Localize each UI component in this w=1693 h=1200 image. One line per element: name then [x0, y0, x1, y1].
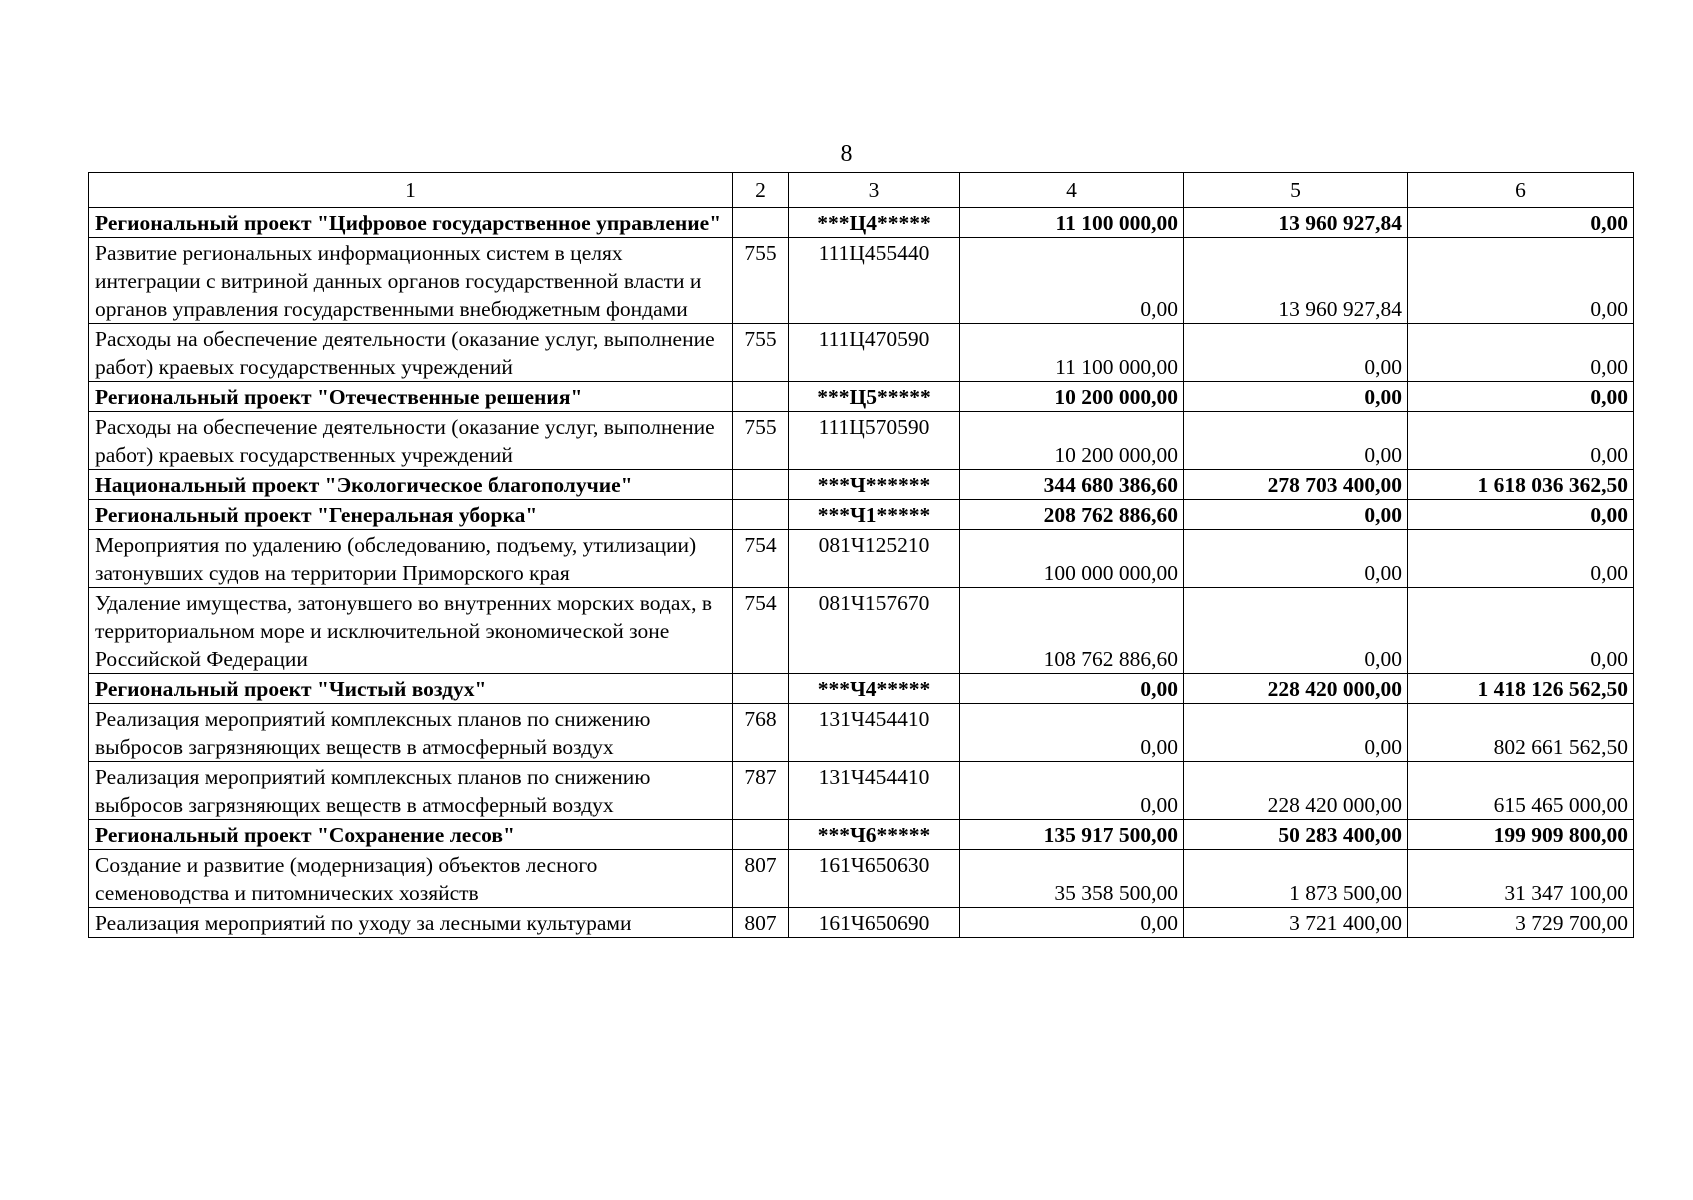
row-ministry-code	[733, 500, 789, 530]
row-target-code: 111Ц455440	[789, 238, 960, 324]
row-name: Расходы на обеспечение деятельности (оказание услуг, выполнение работ) краевых государственных учреждений	[89, 324, 733, 382]
table-row	[89, 908, 1634, 938]
row-amount-col6: 0,00	[1408, 500, 1634, 530]
row-target-code: 081Ч125210	[789, 530, 960, 588]
row-amount-col4: 0,00	[960, 908, 1184, 938]
row-amount-col4: 11 100 000,00	[960, 208, 1184, 238]
row-amount-col4: 0,00	[960, 674, 1184, 704]
table-section-row	[89, 820, 1634, 850]
row-target-code: ***Ч1*****	[789, 500, 960, 530]
row-amount-col6: 3 729 700,00	[1408, 908, 1634, 938]
row-name: Реализация мероприятий комплексных планов по снижению выбросов загрязняющих веществ в атмосферный воздух	[89, 762, 733, 820]
row-name: Реализация мероприятий по уходу за лесными культурами	[89, 908, 733, 938]
row-ministry-code: 754	[733, 588, 789, 674]
row-amount-col4: 0,00	[960, 704, 1184, 762]
row-name: Расходы на обеспечение деятельности (оказание услуг, выполнение работ) краевых государственных учреждений	[89, 412, 733, 470]
row-amount-col4: 100 000 000,00	[960, 530, 1184, 588]
table-section-row	[89, 382, 1634, 412]
row-amount-col4: 10 200 000,00	[960, 412, 1184, 470]
row-amount-col5: 0,00	[1184, 382, 1408, 412]
header-row	[89, 173, 1634, 208]
table-row	[89, 530, 1634, 588]
budget-table	[88, 172, 1634, 938]
row-name: Создание и развитие (модернизация) объектов лесного семеноводства и питомнических хозяйств	[89, 850, 733, 908]
row-name: Удаление имущества, затонувшего во внутренних морских водах, в территориальном море и исключительной экономической зоне Российской Федерации	[89, 588, 733, 674]
row-target-code: ***Ч******	[789, 470, 960, 500]
row-name: Региональный проект "Сохранение лесов"	[89, 820, 733, 850]
table-section-row	[89, 470, 1634, 500]
row-target-code: ***Ц4*****	[789, 208, 960, 238]
row-amount-col4: 208 762 886,60	[960, 500, 1184, 530]
row-amount-col6: 0,00	[1408, 412, 1634, 470]
row-target-code: 161Ч650630	[789, 850, 960, 908]
table-section-row	[89, 674, 1634, 704]
table-row	[89, 762, 1634, 820]
row-ministry-code: 755	[733, 324, 789, 382]
row-amount-col5: 13 960 927,84	[1184, 208, 1408, 238]
row-amount-col5: 228 420 000,00	[1184, 762, 1408, 820]
row-amount-col4: 344 680 386,60	[960, 470, 1184, 500]
row-name: Мероприятия по удалению (обследованию, подъему, утилизации) затонувших судов на территории Приморского края	[89, 530, 733, 588]
row-amount-col6: 0,00	[1408, 588, 1634, 674]
row-amount-col5: 0,00	[1184, 588, 1408, 674]
table-row	[89, 588, 1634, 674]
row-amount-col6: 0,00	[1408, 382, 1634, 412]
table-row	[89, 704, 1634, 762]
row-target-code: 131Ч454410	[789, 704, 960, 762]
column-header: 5	[1184, 173, 1408, 208]
row-ministry-code	[733, 208, 789, 238]
column-header: 3	[789, 173, 960, 208]
row-amount-col6: 615 465 000,00	[1408, 762, 1634, 820]
row-name: Национальный проект "Экологическое благополучие"	[89, 470, 733, 500]
row-amount-col6: 0,00	[1408, 208, 1634, 238]
row-amount-col5: 0,00	[1184, 324, 1408, 382]
row-amount-col4: 35 358 500,00	[960, 850, 1184, 908]
row-target-code: 161Ч650690	[789, 908, 960, 938]
row-ministry-code: 807	[733, 850, 789, 908]
row-amount-col5: 0,00	[1184, 500, 1408, 530]
table-row	[89, 238, 1634, 324]
table-section-row	[89, 208, 1634, 238]
row-ministry-code: 755	[733, 412, 789, 470]
row-amount-col5: 1 873 500,00	[1184, 850, 1408, 908]
row-ministry-code	[733, 820, 789, 850]
table-section-row	[89, 500, 1634, 530]
row-amount-col5: 50 283 400,00	[1184, 820, 1408, 850]
row-ministry-code: 787	[733, 762, 789, 820]
row-ministry-code	[733, 470, 789, 500]
row-amount-col5: 13 960 927,84	[1184, 238, 1408, 324]
row-name: Реализация мероприятий комплексных планов по снижению выбросов загрязняющих веществ в атмосферный воздух	[89, 704, 733, 762]
column-header: 4	[960, 173, 1184, 208]
row-name: Региональный проект "Чистый воздух"	[89, 674, 733, 704]
row-amount-col4: 0,00	[960, 238, 1184, 324]
row-target-code: 111Ц470590	[789, 324, 960, 382]
column-header: 6	[1408, 173, 1634, 208]
row-amount-col4: 11 100 000,00	[960, 324, 1184, 382]
row-amount-col5: 0,00	[1184, 530, 1408, 588]
row-target-code: 081Ч157670	[789, 588, 960, 674]
row-amount-col4: 0,00	[960, 762, 1184, 820]
row-amount-col6: 199 909 800,00	[1408, 820, 1634, 850]
row-target-code: 111Ц570590	[789, 412, 960, 470]
row-amount-col6: 0,00	[1408, 238, 1634, 324]
row-ministry-code	[733, 382, 789, 412]
row-target-code: ***Ч4*****	[789, 674, 960, 704]
table-row	[89, 324, 1634, 382]
column-header: 2	[733, 173, 789, 208]
row-ministry-code	[733, 674, 789, 704]
row-amount-col5: 3 721 400,00	[1184, 908, 1408, 938]
row-target-code: ***Ч6*****	[789, 820, 960, 850]
row-amount-col6: 1 618 036 362,50	[1408, 470, 1634, 500]
row-ministry-code: 754	[733, 530, 789, 588]
row-name: Региональный проект "Цифровое государственное управление"	[89, 208, 733, 238]
row-name: Региональный проект "Генеральная уборка"	[89, 500, 733, 530]
row-ministry-code: 768	[733, 704, 789, 762]
table-row	[89, 412, 1634, 470]
table-row	[89, 850, 1634, 908]
row-amount-col4: 10 200 000,00	[960, 382, 1184, 412]
row-amount-col6: 0,00	[1408, 324, 1634, 382]
column-header: 1	[89, 173, 733, 208]
row-name: Развитие региональных информационных систем в целях интеграции с витриной данных органов государственной власти и органов управления государственными внебюджетным фондами	[89, 238, 733, 324]
row-amount-col6: 1 418 126 562,50	[1408, 674, 1634, 704]
row-target-code: 131Ч454410	[789, 762, 960, 820]
row-amount-col6: 802 661 562,50	[1408, 704, 1634, 762]
row-amount-col5: 0,00	[1184, 412, 1408, 470]
row-amount-col5: 228 420 000,00	[1184, 674, 1408, 704]
row-amount-col5: 278 703 400,00	[1184, 470, 1408, 500]
row-name: Региональный проект "Отечественные решения"	[89, 382, 733, 412]
row-target-code: ***Ц5*****	[789, 382, 960, 412]
row-ministry-code: 807	[733, 908, 789, 938]
row-amount-col4: 135 917 500,00	[960, 820, 1184, 850]
row-ministry-code: 755	[733, 238, 789, 324]
row-amount-col5: 0,00	[1184, 704, 1408, 762]
page-number: 8	[840, 141, 853, 167]
row-amount-col6: 31 347 100,00	[1408, 850, 1634, 908]
row-amount-col4: 108 762 886,60	[960, 588, 1184, 674]
row-amount-col6: 0,00	[1408, 530, 1634, 588]
